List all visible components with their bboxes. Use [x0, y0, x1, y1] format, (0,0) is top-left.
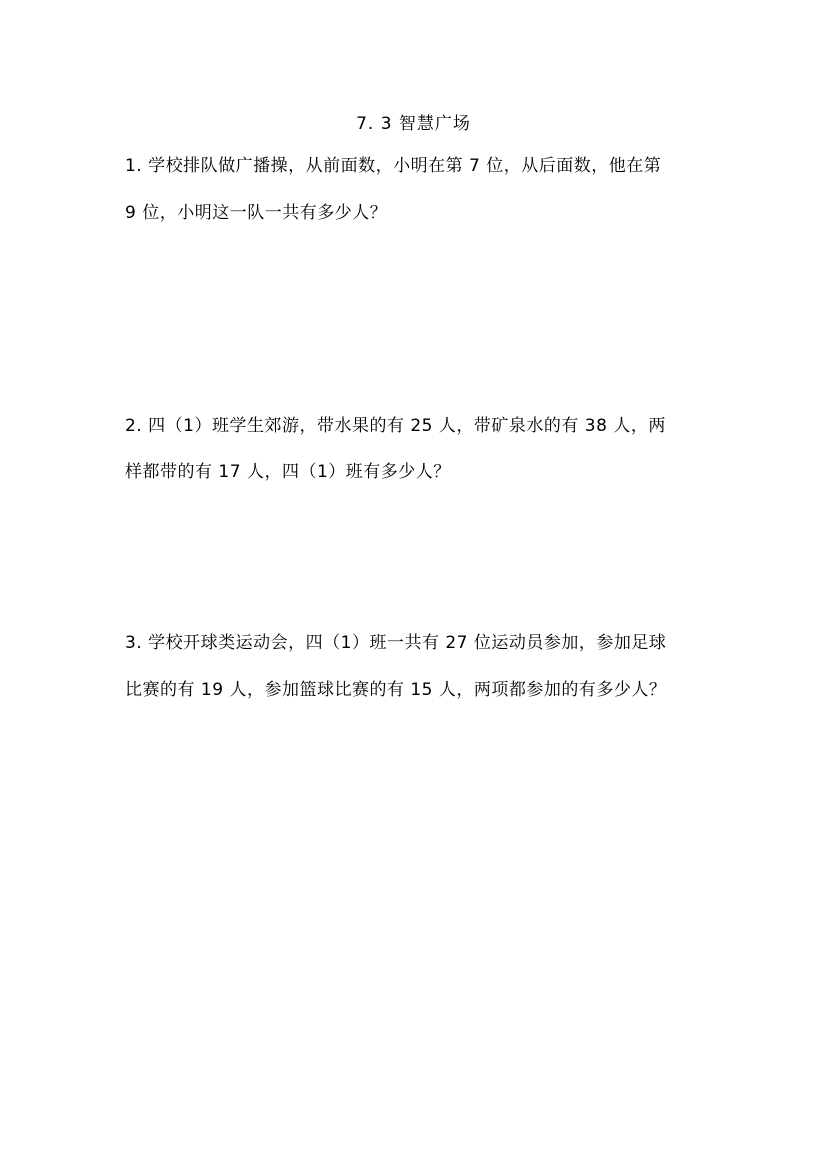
- question-1-line-1: 1. 学校排队做广播操，从前面数，小明在第 7 位，从后面数，他在第: [125, 156, 662, 176]
- question-2-line-1: 2. 四（1）班学生郊游，带水果的有 25 人，带矿泉水的有 38 人，两: [125, 416, 666, 436]
- question-2-line-2: 样都带的有 17 人，四（1）班有多少人？: [125, 462, 451, 482]
- question-3-line-2: 比赛的有 19 人，参加篮球比赛的有 15 人，两项都参加的有多少人？: [125, 680, 667, 700]
- page-title: 7. 3 智慧广场: [356, 114, 471, 134]
- question-3-line-1: 3. 学校开球类运动会，四（1）班一共有 27 位运动员参加，参加足球: [125, 633, 667, 653]
- question-1-line-2: 9 位，小明这一队一共有多少人？: [125, 203, 388, 223]
